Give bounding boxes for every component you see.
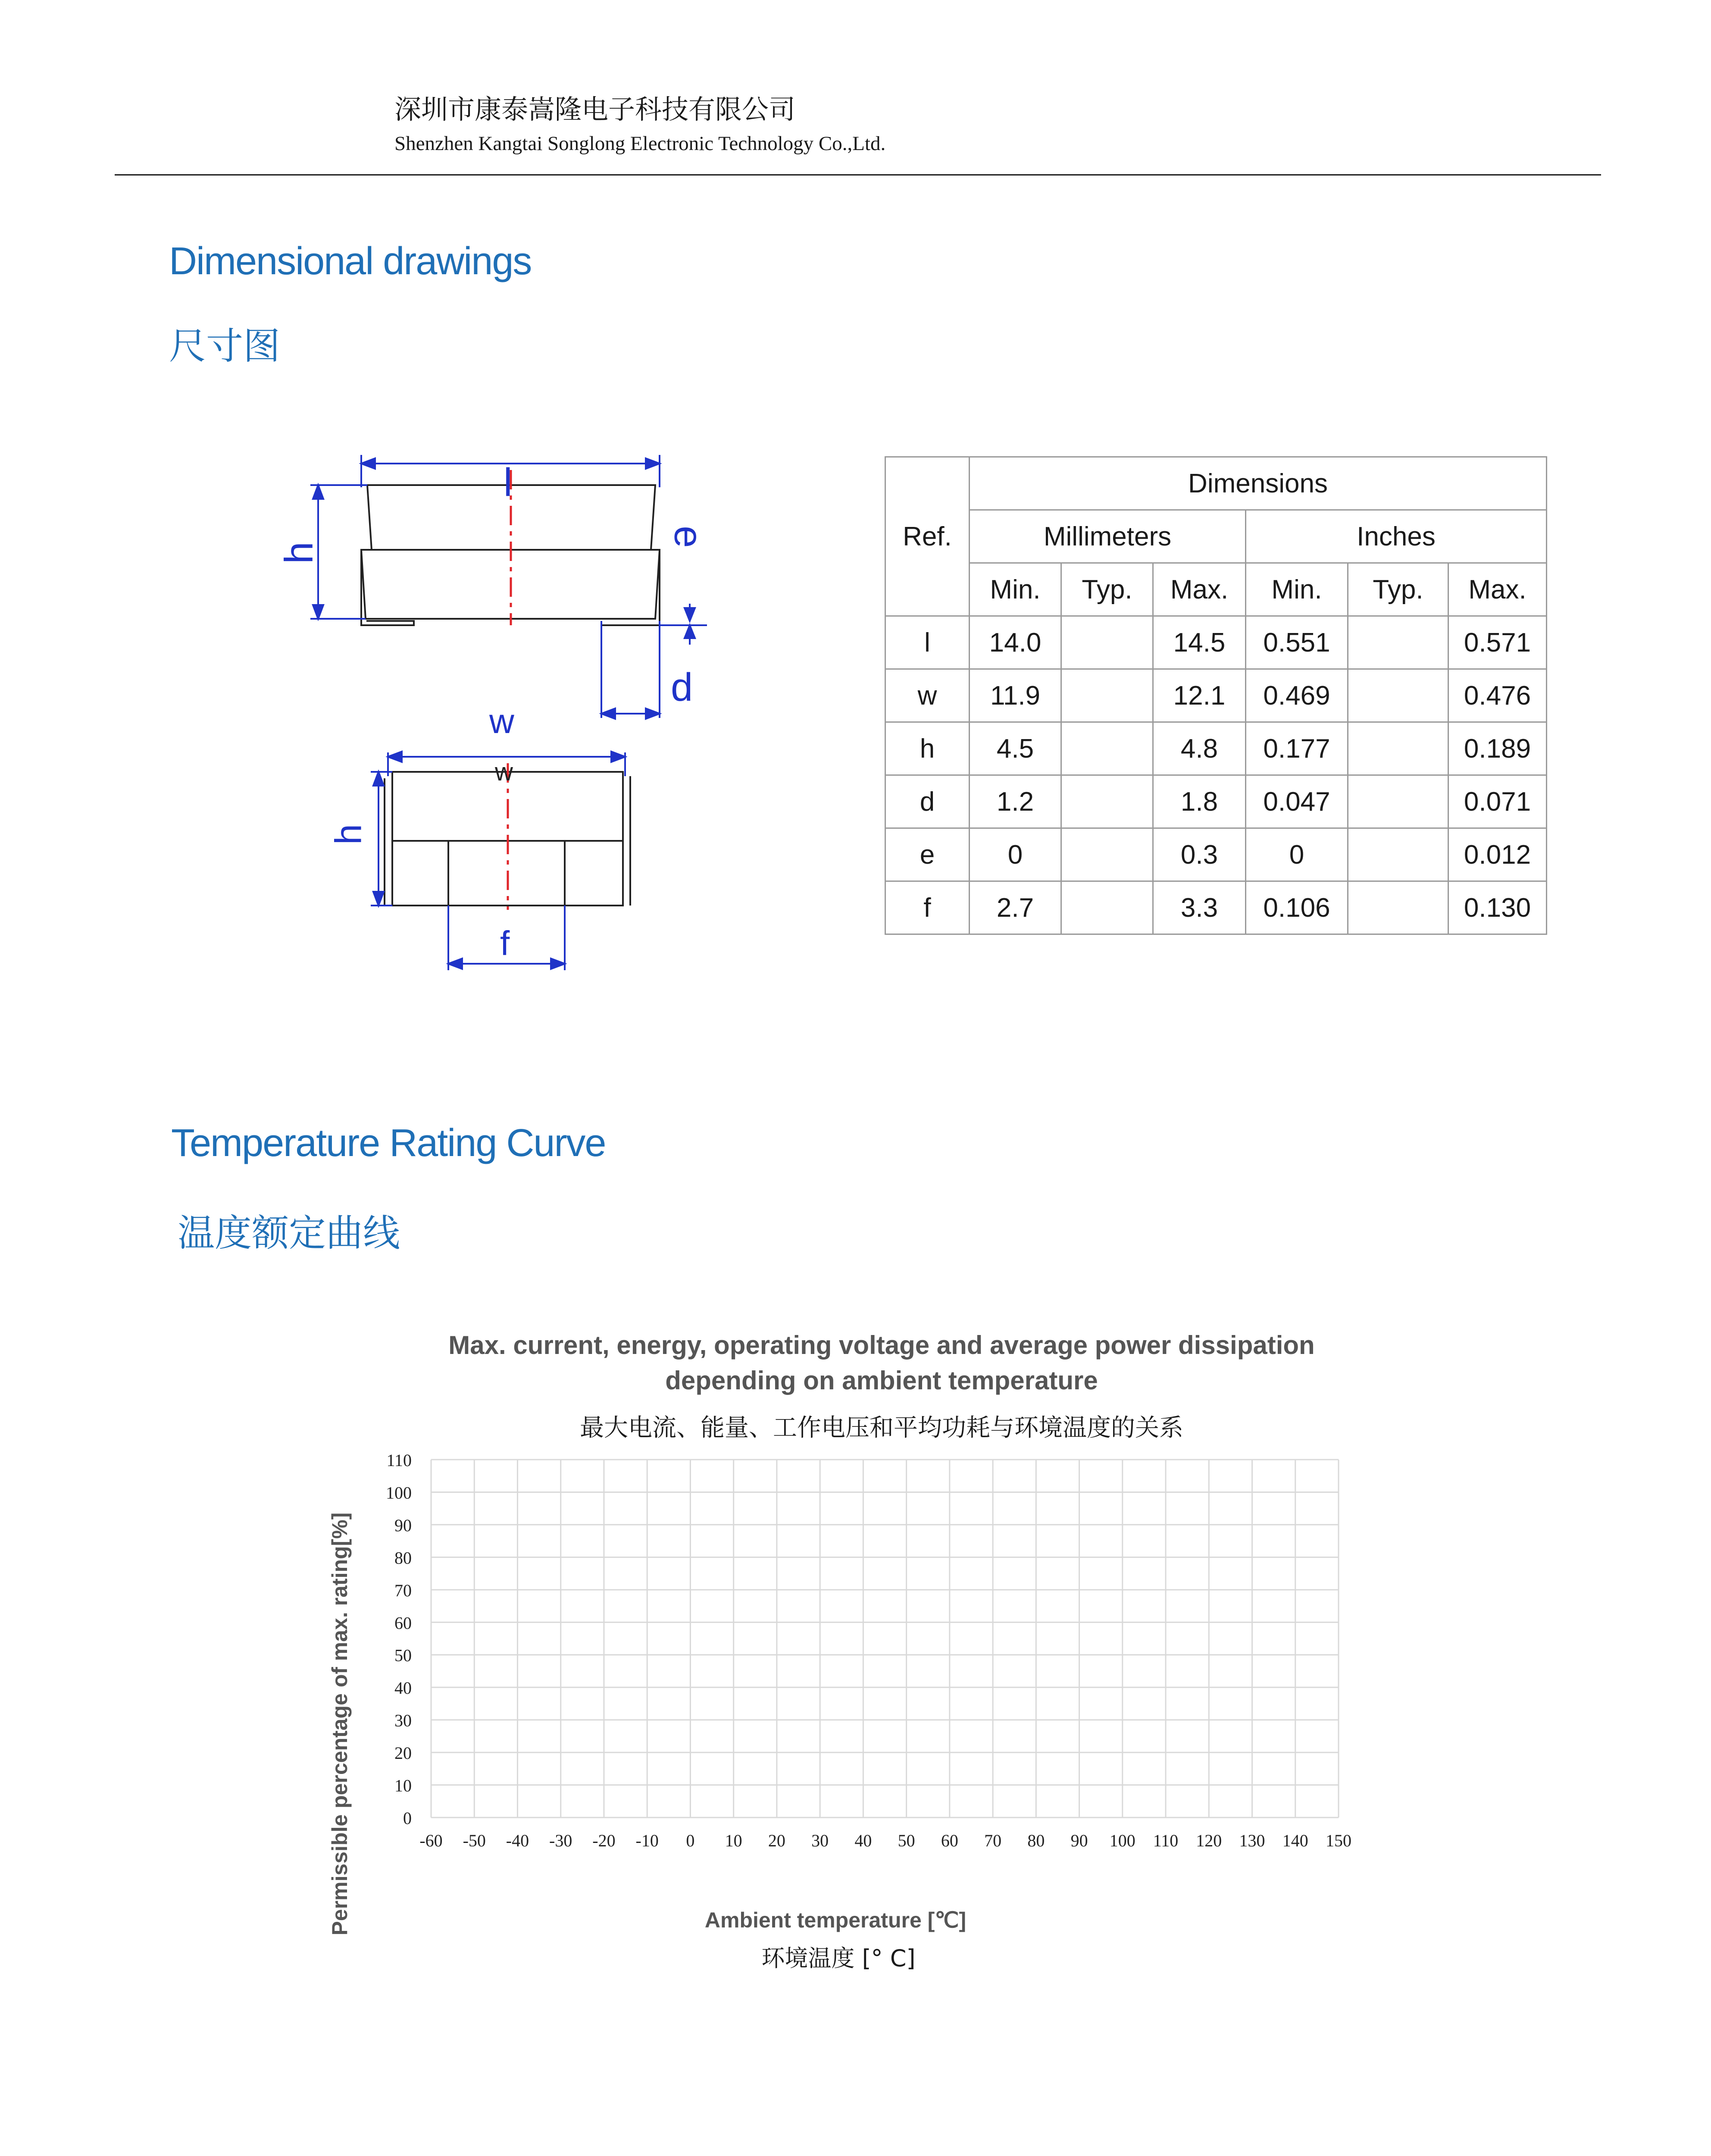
table-row bbox=[885, 828, 1547, 881]
row-ref: w bbox=[885, 669, 970, 722]
label-w-small: w bbox=[495, 758, 513, 786]
chart-title-line2: depending on ambient temperature bbox=[665, 1366, 1098, 1395]
cell-mm-typ bbox=[1061, 775, 1153, 828]
table-row bbox=[885, 616, 1547, 669]
chart-y-ticks bbox=[386, 1451, 412, 1828]
cell-mm-min: 2.7 bbox=[970, 881, 1061, 934]
x-tick-label: -10 bbox=[635, 1831, 659, 1850]
header-in-typ: Typ. bbox=[1348, 563, 1448, 616]
cell-in-min: 0.469 bbox=[1246, 669, 1348, 722]
cell-in-typ bbox=[1348, 669, 1448, 722]
cell-in-max: 0.476 bbox=[1448, 669, 1547, 722]
cell-mm-min: 14.0 bbox=[970, 616, 1061, 669]
cell-in-min: 0.047 bbox=[1246, 775, 1348, 828]
cell-mm-typ bbox=[1061, 881, 1153, 934]
header-mm-max: Max. bbox=[1153, 563, 1246, 616]
table-row bbox=[885, 669, 1547, 722]
row-ref: d bbox=[885, 775, 970, 828]
x-tick-label: 60 bbox=[941, 1831, 958, 1850]
y-tick-label: 80 bbox=[394, 1548, 412, 1568]
header-mm-min: Min. bbox=[970, 563, 1061, 616]
cell-mm-max: 3.3 bbox=[1153, 881, 1246, 934]
cell-mm-max: 1.8 bbox=[1153, 775, 1246, 828]
right-terminal bbox=[601, 550, 660, 625]
x-tick-label: 90 bbox=[1070, 1831, 1088, 1850]
label-w: w bbox=[489, 702, 514, 740]
y-tick-label: 40 bbox=[394, 1678, 412, 1698]
cell-in-typ bbox=[1348, 616, 1448, 669]
cell-in-max: 0.130 bbox=[1448, 881, 1547, 934]
chart-title-line1: Max. current, energy, operating voltage and average power dissipation bbox=[448, 1331, 1315, 1360]
label-h-top: h bbox=[277, 542, 321, 564]
cell-in-min: 0.177 bbox=[1246, 722, 1348, 775]
chart-grid bbox=[431, 1460, 1339, 1818]
company-name-en: Shenzhen Kangtai Songlong Electronic Technology Co.,Ltd. bbox=[394, 132, 886, 155]
chart-x-ticks bbox=[419, 1831, 1351, 1850]
header-ref: Ref. bbox=[885, 457, 970, 616]
row-ref: h bbox=[885, 722, 970, 775]
cell-in-max: 0.071 bbox=[1448, 775, 1547, 828]
y-tick-label: 10 bbox=[394, 1776, 412, 1796]
cell-in-typ bbox=[1348, 722, 1448, 775]
company-name-cn: 深圳市康泰嵩隆电子科技有限公司 bbox=[394, 94, 796, 125]
x-tick-label: 0 bbox=[686, 1831, 695, 1850]
cell-mm-min: 4.5 bbox=[970, 722, 1061, 775]
x-tick-label: 10 bbox=[725, 1831, 742, 1850]
header-in-min: Min. bbox=[1246, 563, 1348, 616]
section-title-temperature-cn: 温度额定曲线 bbox=[178, 1212, 400, 1255]
header-mm-typ: Typ. bbox=[1061, 563, 1153, 616]
label-d: d bbox=[671, 665, 693, 709]
y-tick-label: 100 bbox=[386, 1483, 412, 1503]
table-row bbox=[885, 722, 1547, 775]
x-tick-label: 120 bbox=[1196, 1831, 1222, 1850]
cell-in-typ bbox=[1348, 775, 1448, 828]
label-h-side: h bbox=[328, 824, 369, 845]
cell-in-min: 0.551 bbox=[1246, 616, 1348, 669]
section-title-dimensional: Dimensional drawings bbox=[169, 240, 532, 283]
cell-mm-min: 1.2 bbox=[970, 775, 1061, 828]
cell-in-typ bbox=[1348, 828, 1448, 881]
cell-mm-typ bbox=[1061, 669, 1153, 722]
cell-mm-max: 4.8 bbox=[1153, 722, 1246, 775]
cell-in-min: 0 bbox=[1246, 828, 1348, 881]
y-tick-label: 60 bbox=[394, 1613, 412, 1633]
cell-in-max: 0.571 bbox=[1448, 616, 1547, 669]
header-millimeters: Millimeters bbox=[970, 510, 1246, 563]
x-tick-label: 110 bbox=[1153, 1831, 1179, 1850]
x-tick-label: -20 bbox=[592, 1831, 616, 1850]
cell-in-min: 0.106 bbox=[1246, 881, 1348, 934]
cell-in-max: 0.012 bbox=[1448, 828, 1547, 881]
x-tick-label: 150 bbox=[1326, 1831, 1351, 1850]
label-l: l bbox=[504, 461, 513, 505]
x-tick-label: -50 bbox=[463, 1831, 486, 1850]
x-tick-label: 80 bbox=[1027, 1831, 1045, 1850]
chart-ylabel: Permissible percentage of max. rating[%] bbox=[328, 1512, 352, 1936]
label-f: f bbox=[500, 924, 510, 962]
dimension-drawing bbox=[259, 440, 733, 1000]
row-ref: f bbox=[885, 881, 970, 934]
x-tick-label: 40 bbox=[854, 1831, 872, 1850]
x-tick-label: 20 bbox=[768, 1831, 785, 1850]
x-tick-label: 100 bbox=[1109, 1831, 1135, 1850]
y-tick-label: 50 bbox=[394, 1645, 412, 1665]
table-row bbox=[885, 775, 1547, 828]
header-rule bbox=[115, 174, 1601, 175]
y-tick-label: 20 bbox=[394, 1743, 412, 1763]
row-ref: l bbox=[885, 616, 970, 669]
y-tick-label: 110 bbox=[386, 1451, 412, 1470]
header-inches: Inches bbox=[1246, 510, 1547, 563]
section-title-temperature: Temperature Rating Curve bbox=[171, 1122, 606, 1165]
y-tick-label: 90 bbox=[394, 1515, 412, 1535]
label-e: e bbox=[666, 526, 710, 548]
chart-xlabel-cn: 环境温度 [° C] bbox=[761, 1945, 916, 1972]
x-tick-label: -30 bbox=[549, 1831, 572, 1850]
cell-mm-typ bbox=[1061, 722, 1153, 775]
chart-xlabel: Ambient temperature [℃] bbox=[704, 1908, 967, 1932]
y-tick-label: 30 bbox=[394, 1711, 412, 1730]
header-dimensions: Dimensions bbox=[970, 457, 1547, 510]
x-tick-label: 30 bbox=[811, 1831, 829, 1850]
cell-mm-max: 0.3 bbox=[1153, 828, 1246, 881]
x-tick-label: 130 bbox=[1239, 1831, 1265, 1850]
chart-subtitle-cn: 最大电流、能量、工作电压和平均功耗与环境温度的关系 bbox=[580, 1414, 1183, 1442]
x-tick-label: 50 bbox=[898, 1831, 915, 1850]
cell-mm-typ bbox=[1061, 616, 1153, 669]
x-tick-label: 70 bbox=[984, 1831, 1002, 1850]
table-row bbox=[885, 881, 1547, 934]
x-tick-label: -40 bbox=[506, 1831, 529, 1850]
temperature-rating-chart bbox=[302, 1311, 1379, 2001]
x-tick-label: -60 bbox=[419, 1831, 443, 1850]
y-tick-label: 70 bbox=[394, 1580, 412, 1600]
cell-in-max: 0.189 bbox=[1448, 722, 1547, 775]
cell-in-typ bbox=[1348, 881, 1448, 934]
cell-mm-typ bbox=[1061, 828, 1153, 881]
cell-mm-max: 14.5 bbox=[1153, 616, 1246, 669]
section-title-dimensional-cn: 尺寸图 bbox=[169, 325, 280, 368]
x-tick-label: 140 bbox=[1282, 1831, 1308, 1850]
cell-mm-min: 11.9 bbox=[970, 669, 1061, 722]
cell-mm-max: 12.1 bbox=[1153, 669, 1246, 722]
header-in-max: Max. bbox=[1448, 563, 1547, 616]
dimensions-table bbox=[885, 456, 1547, 935]
cell-mm-min: 0 bbox=[970, 828, 1061, 881]
left-terminal bbox=[361, 550, 414, 625]
row-ref: e bbox=[885, 828, 970, 881]
y-tick-label: 0 bbox=[403, 1808, 412, 1828]
